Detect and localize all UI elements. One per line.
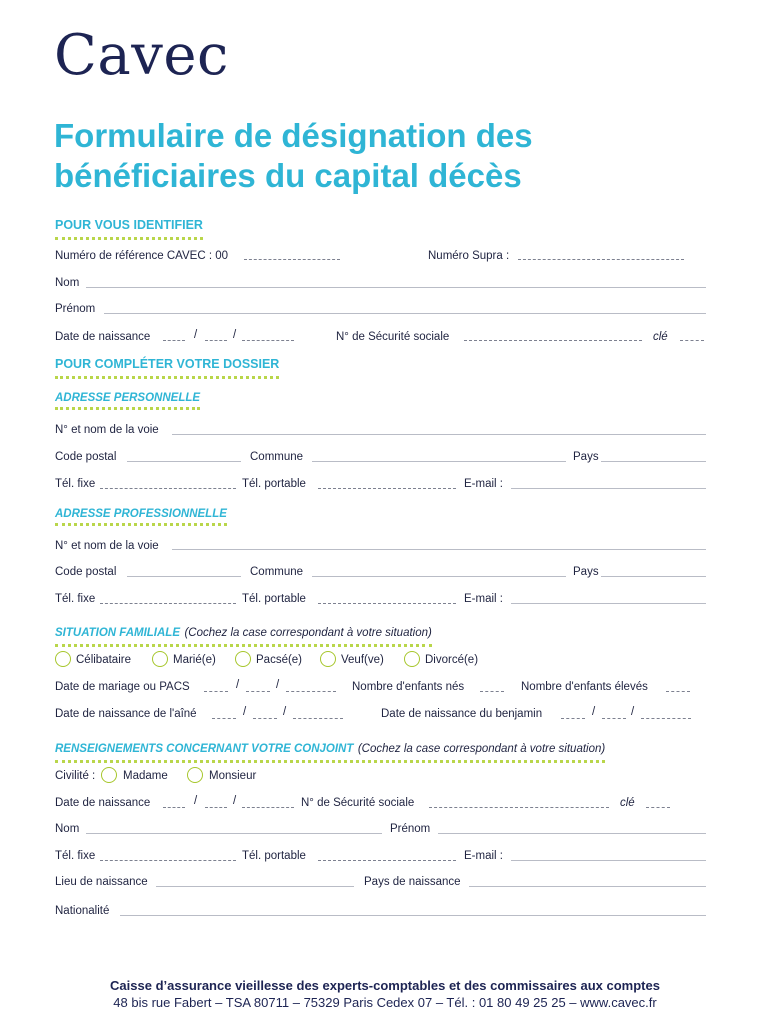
spouse-phone-field[interactable] (100, 860, 236, 861)
pro-zip-label: Code postal (55, 566, 117, 578)
spouse-secu-label: N° de Sécurité sociale (301, 797, 415, 809)
marie-checkbox[interactable] (152, 651, 168, 667)
personal-street-label: N° et nom de la voie (55, 424, 159, 436)
marriage-slash-2: / (276, 679, 280, 691)
prenom-field[interactable] (104, 313, 706, 314)
spouse-email-field[interactable] (511, 860, 706, 861)
eldest-month-field[interactable] (253, 718, 277, 719)
secu-field[interactable] (464, 340, 642, 341)
personal-city-label: Commune (250, 451, 304, 463)
celibataire-checkbox[interactable] (55, 651, 71, 667)
birthcountry-label: Pays de naissance (364, 876, 461, 888)
pro-phone-field[interactable] (100, 603, 236, 604)
ref-number-label: Numéro de référence CAVEC : 00 (55, 250, 229, 262)
spouse-cle-field[interactable] (646, 807, 670, 808)
personal-phone-field[interactable] (100, 488, 236, 489)
ref-number-field[interactable] (244, 259, 340, 260)
personal-zip-label: Code postal (55, 451, 117, 463)
marriage-slash-1: / (236, 679, 240, 691)
cle-field[interactable] (680, 340, 704, 341)
personal-phone-label: Tél. fixe (55, 478, 96, 490)
birthplace-field[interactable] (156, 886, 354, 887)
family-heading: SITUATION FAMILIALE (55, 627, 181, 639)
pro-city-field[interactable] (312, 576, 566, 577)
eldest-dob-label: Date de naissance de l'aîné (55, 708, 197, 720)
pro-mobile-label: Tél. portable (242, 593, 306, 605)
supra-number-field[interactable] (518, 259, 684, 260)
spouse-nom-label: Nom (55, 823, 80, 835)
form-title-line1: Formulaire de désignation des (54, 117, 533, 154)
youngest-slash-1: / (592, 706, 596, 718)
pro-phone-label: Tél. fixe (55, 593, 96, 605)
pro-email-label: E-mail : (464, 593, 503, 605)
children-raised-label: Nombre d'enfants élevés (521, 681, 648, 693)
personal-country-field[interactable] (601, 461, 706, 462)
spouse-cle-label: clé (620, 797, 635, 809)
birthcountry-field[interactable] (469, 886, 706, 887)
spouse-prenom-label: Prénom (390, 823, 431, 835)
spouse-mobile-label: Tél. portable (242, 850, 306, 862)
children-born-label: Nombre d'enfants nés (352, 681, 465, 693)
divorce-label: Divorcé(e) (425, 654, 479, 666)
footer-address: 48 bis rue Fabert – TSA 80711 – 75329 Paris Cedex 07 – Tél. : 01 80 49 25 25 – www.cavec.fr (113, 995, 657, 1010)
spouse-heading: RENSEIGNEMENTS CONCERNANT VOTRE CONJOINT (55, 743, 354, 755)
cle-label: clé (653, 331, 668, 343)
marriage-month-field[interactable] (246, 691, 270, 692)
secu-label: N° de Sécurité sociale (336, 331, 450, 343)
pro-country-label: Pays (573, 566, 599, 578)
pro-email-field[interactable] (511, 603, 706, 604)
divorce-checkbox[interactable] (404, 651, 420, 667)
youngest-year-field[interactable] (641, 718, 691, 719)
pacse-checkbox[interactable] (235, 651, 251, 667)
nom-label: Nom (55, 277, 80, 289)
personal-address-heading: ADRESSE PERSONNELLE (55, 392, 200, 410)
spouse-prenom-field[interactable] (438, 833, 706, 834)
personal-mobile-field[interactable] (318, 488, 456, 489)
professional-address-heading: ADRESSE PROFESSIONNELLE (55, 508, 227, 526)
veuf-label: Veuf(ve) (341, 654, 384, 666)
spouse-secu-field[interactable] (429, 807, 609, 808)
spouse-email-label: E-mail : (464, 850, 503, 862)
form-title (54, 116, 694, 196)
dob-slash-2: / (233, 329, 237, 341)
family-note: (Cochez la case correspondant à votre situation) (184, 627, 432, 639)
marriage-year-field[interactable] (286, 691, 336, 692)
marriage-day-field[interactable] (204, 691, 228, 692)
veuf-checkbox[interactable] (320, 651, 336, 667)
dob-label: Date de naissance (55, 331, 151, 343)
pro-street-label: N° et nom de la voie (55, 540, 159, 552)
spouse-dob-month-field[interactable] (205, 807, 227, 808)
section-dossier-heading: POUR COMPLÉTER VOTRE DOSSIER (55, 357, 279, 379)
personal-email-label: E-mail : (464, 478, 503, 490)
prenom-label: Prénom (55, 303, 96, 315)
marriage-date-label: Date de mariage ou PACS (55, 681, 190, 693)
eldest-slash-1: / (243, 706, 247, 718)
section-identify-heading: POUR VOUS IDENTIFIER (55, 218, 203, 240)
spouse-dob-slash-2: / (233, 795, 237, 807)
pacse-label: Pacsé(e) (256, 654, 303, 666)
pro-city-label: Commune (250, 566, 304, 578)
personal-email-field[interactable] (511, 488, 706, 489)
spouse-nom-field[interactable] (86, 833, 382, 834)
monsieur-checkbox[interactable] (187, 767, 203, 783)
pro-country-field[interactable] (601, 576, 706, 577)
personal-country-label: Pays (573, 451, 599, 463)
personal-mobile-label: Tél. portable (242, 478, 306, 490)
nom-field[interactable] (86, 287, 706, 288)
pro-zip-field[interactable] (127, 576, 241, 577)
spouse-dob-label: Date de naissance (55, 797, 151, 809)
children-born-field[interactable] (480, 691, 504, 692)
family-heading-row (55, 623, 432, 647)
personal-city-field[interactable] (312, 461, 566, 462)
youngest-day-field[interactable] (561, 718, 585, 719)
youngest-month-field[interactable] (602, 718, 626, 719)
spouse-mobile-field[interactable] (318, 860, 456, 861)
form-title-line2: bénéficiaires du capital décès (54, 157, 522, 194)
youngest-slash-2: / (631, 706, 635, 718)
personal-zip-field[interactable] (127, 461, 241, 462)
supra-number-label: Numéro Supra : (428, 250, 510, 262)
eldest-slash-2: / (283, 706, 287, 718)
madame-label: Madame (123, 770, 168, 782)
spouse-dob-day-field[interactable] (163, 807, 185, 808)
dob-year-field[interactable] (242, 340, 294, 341)
spouse-dob-slash-1: / (194, 795, 198, 807)
birthplace-label: Lieu de naissance (55, 876, 148, 888)
spouse-heading-row (55, 739, 605, 763)
monsieur-label: Monsieur (209, 770, 257, 782)
madame-checkbox[interactable] (101, 767, 117, 783)
spouse-dob-year-field[interactable] (242, 807, 294, 808)
personal-street-field[interactable] (172, 434, 706, 435)
nationality-field[interactable] (120, 915, 706, 916)
civility-label: Civilité : (55, 770, 96, 782)
spouse-phone-label: Tél. fixe (55, 850, 96, 862)
eldest-day-field[interactable] (212, 718, 236, 719)
marie-label: Marié(e) (173, 654, 216, 666)
pro-street-field[interactable] (172, 549, 706, 550)
nationality-label: Nationalité (55, 905, 110, 917)
cavec-logo: Cavec (54, 23, 229, 88)
eldest-year-field[interactable] (293, 718, 343, 719)
pro-mobile-field[interactable] (318, 603, 456, 604)
dob-month-field[interactable] (205, 340, 227, 341)
dob-slash-1: / (194, 329, 198, 341)
dob-day-field[interactable] (163, 340, 185, 341)
footer-organization: Caisse d’assurance vieillesse des experts-comptables et des commissaires aux comptes (110, 978, 660, 993)
youngest-dob-label: Date de naissance du benjamin (381, 708, 543, 720)
children-raised-field[interactable] (666, 691, 690, 692)
celibataire-label: Célibataire (76, 654, 131, 666)
spouse-note: (Cochez la case correspondant à votre situation) (357, 743, 606, 755)
